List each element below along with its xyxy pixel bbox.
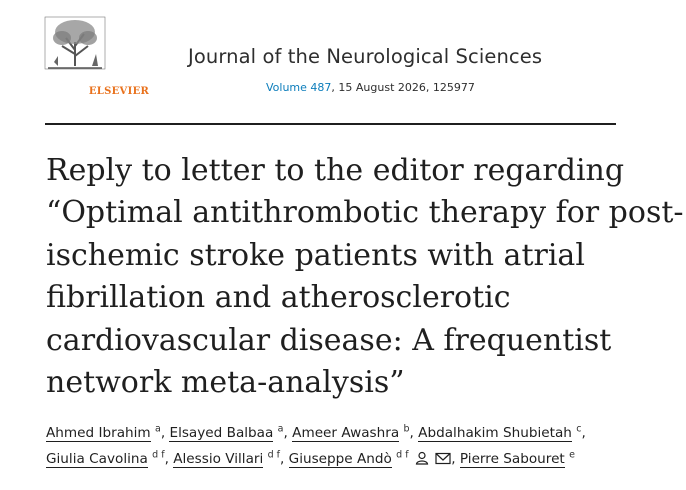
volume-link[interactable]: Volume 487 bbox=[266, 81, 332, 94]
author-link[interactable]: Alessio Villari bbox=[173, 451, 264, 467]
title-line: Reply to letter to the editor regarding bbox=[46, 153, 625, 188]
affiliation-marker[interactable]: a bbox=[155, 423, 161, 435]
article-title bbox=[46, 150, 686, 404]
author-separator: , bbox=[581, 425, 586, 441]
journal-header bbox=[0, 0, 616, 124]
elsevier-logo[interactable] bbox=[44, 16, 150, 97]
author-separator: , bbox=[164, 451, 169, 467]
affiliation-marker[interactable]: b bbox=[403, 423, 410, 435]
title-line: ischemic stroke patients with atrial bbox=[46, 237, 585, 273]
author-separator: , bbox=[283, 425, 288, 441]
title-line: network meta-analysis” bbox=[46, 365, 405, 401]
author-separator: , bbox=[409, 425, 414, 441]
author-separator: , bbox=[280, 451, 285, 467]
envelope-icon[interactable] bbox=[435, 452, 451, 465]
author-link[interactable]: Ahmed Ibrahim bbox=[46, 425, 151, 441]
publisher-name: ELSEVIER bbox=[88, 86, 150, 97]
author-link[interactable]: Elsayed Balbaa bbox=[169, 425, 274, 441]
title-line: cardiovascular disease: A frequentist bbox=[46, 322, 612, 358]
author-link[interactable]: Pierre Sabouret bbox=[459, 451, 565, 467]
issue-info bbox=[266, 81, 475, 94]
affiliation-marker[interactable]: d f bbox=[396, 449, 409, 461]
affiliation-marker[interactable]: e bbox=[569, 449, 575, 461]
title-line: fibrillation and atherosclerotic bbox=[46, 280, 511, 316]
author-link[interactable]: Abdalhakim Shubietah bbox=[418, 425, 572, 441]
affiliation-marker[interactable]: d f bbox=[152, 449, 165, 461]
journal-title[interactable]: Journal of the Neurological Sciences bbox=[188, 45, 543, 68]
author-link[interactable] bbox=[289, 451, 392, 468]
elsevier-tree-icon bbox=[44, 16, 106, 72]
author-line bbox=[46, 446, 606, 472]
person-icon[interactable] bbox=[415, 451, 429, 465]
author-line bbox=[46, 420, 606, 446]
author-separator: , bbox=[451, 451, 456, 467]
affiliation-marker[interactable]: c bbox=[576, 423, 582, 435]
header-divider bbox=[45, 123, 616, 125]
issue-date: , 15 August 2026, 125977 bbox=[331, 81, 475, 94]
title-line: “Optimal antithrombotic therapy for post- bbox=[46, 195, 684, 231]
author-link[interactable]: Ameer Awashra bbox=[292, 425, 400, 441]
affiliation-marker[interactable]: a bbox=[277, 423, 284, 435]
author-separator: , bbox=[160, 425, 166, 441]
author-link[interactable]: Giulia Cavolina bbox=[46, 451, 148, 467]
affiliation-marker[interactable]: d f bbox=[267, 449, 280, 461]
author-name: Giuseppe Andò bbox=[288, 451, 392, 467]
author-list bbox=[46, 420, 606, 472]
